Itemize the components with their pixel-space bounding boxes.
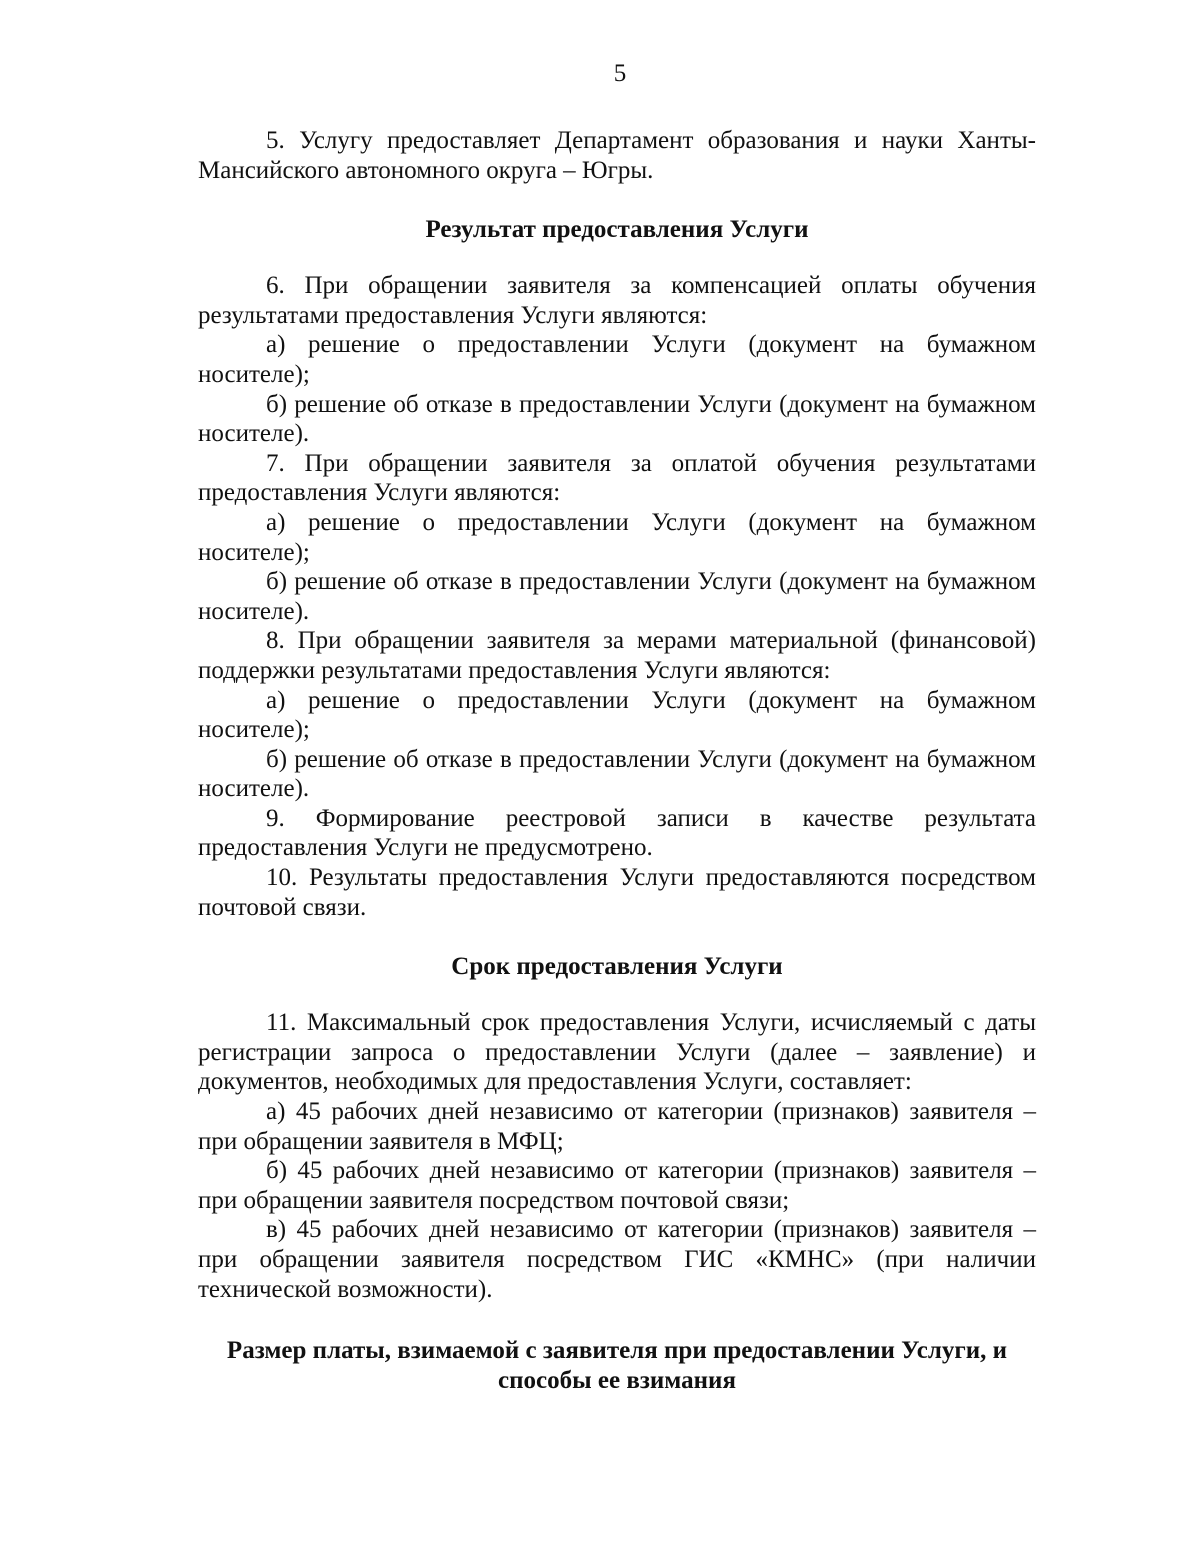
paragraph-9: 9. Формирование реестровой записи в качестве результата предоставления Услуги не предусмотрено. xyxy=(198,804,1036,862)
paragraph-8: 8. При обращении заявителя за мерами материальной (финансовой) поддержки результатами предоставления Услуги являются: xyxy=(198,627,1036,684)
heading-service-fee: Размер платы, взимаемой с заявителя при предоставлении Услуги, и способы ее взимания xyxy=(226,1337,1008,1395)
paragraph-8b: б) решение об отказе в предоставлении Услуги (документ на бумажном носителе). xyxy=(198,745,1036,803)
paragraph-11a: а) 45 рабочих дней независимо от категории (признаков) заявителя – при обращении заявителя в МФЦ; xyxy=(198,1098,1036,1155)
paragraph-5: 5. Услугу предоставляет Департамент образования и науки Ханты-Мансийского автономного округа – Югры. xyxy=(198,127,1036,184)
paragraph-8a: а) решение о предоставлении Услуги (документ на бумажном носителе); xyxy=(198,686,1036,744)
heading-service-term: Срок предоставления Услуги xyxy=(451,953,783,981)
paragraph-7b: б) решение об отказе в предоставлении Услуги (документ на бумажном носителе). xyxy=(198,568,1036,625)
paragraph-6b: б) решение об отказе в предоставлении Услуги (документ на бумажном носителе). xyxy=(198,390,1036,448)
document-body xyxy=(198,126,1036,1396)
paragraph-7: 7. При обращении заявителя за оплатой обучения результатами предоставления Услуги являются: xyxy=(198,449,1036,507)
paragraph-10: 10. Результаты предоставления Услуги предоставляются посредством почтовой связи. xyxy=(198,864,1036,921)
heading-service-result: Результат предоставления Услуги xyxy=(425,216,809,244)
paragraph-11b: б) 45 рабочих дней независимо от категории (признаков) заявителя – при обращении заявителя посредством почтовой связи; xyxy=(198,1157,1036,1214)
paragraph-11c: в) 45 рабочих дней независимо от категории (признаков) заявителя – при обращении заявителя посредством ГИС «КМНС» (при наличии технической возможности). xyxy=(198,1216,1036,1303)
paragraph-6a: а) решение о предоставлении Услуги (документ на бумажном носителе); xyxy=(198,331,1036,388)
paragraph-6: 6. При обращении заявителя за компенсацией оплаты обучения результатами предоставления Услуги являются: xyxy=(198,272,1036,329)
paragraph-7a: а) решение о предоставлении Услуги (документ на бумажном носителе); xyxy=(198,508,1036,566)
paragraph-11: 11. Максимальный срок предоставления Услуги, исчисляемый с даты регистрации запроса о предоставлении Услуги (далее – заявление) и документов, необходимых для предоставления Услуги, составляет: xyxy=(198,1009,1036,1096)
page-number: 5 xyxy=(613,60,627,87)
